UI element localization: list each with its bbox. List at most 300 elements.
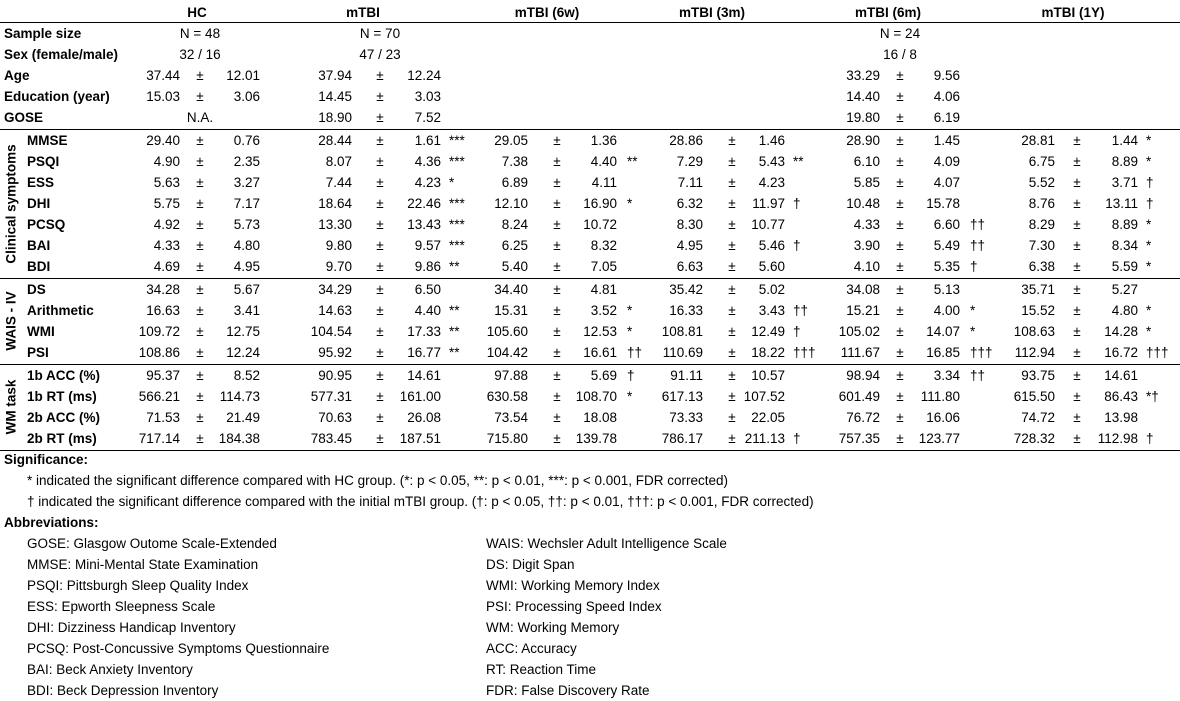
significance-marker: ** [449, 324, 460, 339]
significance-marker: * [1146, 303, 1152, 318]
demographic-row [0, 65, 1180, 86]
plus-minus-sign: ± [896, 259, 904, 274]
abbreviation-item: GOSE: Glasgow Outome Scale-Extended [27, 536, 277, 551]
mean-value: 29.05 [494, 133, 528, 148]
plus-minus-sign: ± [553, 175, 561, 190]
sd-value: 16.61 [583, 345, 617, 360]
group-label [0, 130, 22, 277]
group-label [0, 279, 22, 363]
row-label: Sample size [4, 26, 82, 41]
mean-value: 97.88 [494, 368, 528, 383]
plus-minus-sign: ± [896, 133, 904, 148]
plus-minus-sign: ± [553, 345, 561, 360]
significance-marker: * [1146, 217, 1152, 232]
sd-value: 187.51 [399, 431, 441, 446]
significance-marker: † [1146, 175, 1154, 190]
abbreviations-title: Abbreviations: [4, 515, 99, 530]
sd-value: 5.67 [233, 282, 260, 297]
sd-value: 11.97 [752, 196, 785, 211]
group-label-text: Clinical symptoms [3, 143, 19, 264]
sd-value: 9.56 [933, 68, 960, 83]
sd-value: 12.53 [583, 324, 617, 339]
sd-value: 21.49 [226, 410, 260, 425]
sd-value: 22.05 [751, 410, 785, 425]
sd-value: 14.61 [1104, 368, 1138, 383]
sd-value: 4.80 [233, 238, 260, 253]
significance-marker: * [627, 196, 633, 211]
plus-minus-sign: ± [376, 68, 384, 83]
plus-minus-sign: ± [1073, 217, 1081, 232]
significance-marker: *** [449, 133, 465, 148]
row-label: BAI [27, 238, 51, 253]
mean-value: 5.75 [153, 196, 180, 211]
mean-value: 108.86 [138, 345, 180, 360]
row-label: DHI [27, 196, 51, 211]
mean-value: 630.58 [486, 389, 528, 404]
mean-value: 98.94 [846, 368, 880, 383]
sd-value: 1.44 [1111, 133, 1138, 148]
plus-minus-sign: ± [376, 238, 384, 253]
sd-value: 0.76 [233, 133, 260, 148]
mean-value: 105.60 [486, 324, 528, 339]
abbreviation-item: WAIS: Wechsler Adult Intelligence Scale [486, 536, 727, 551]
mean-value: 15.31 [494, 303, 528, 318]
plus-minus-sign: ± [728, 324, 736, 339]
mean-value: 37.44 [146, 68, 180, 83]
sd-value: 139.78 [575, 431, 617, 446]
plus-minus-sign: ± [376, 282, 384, 297]
plus-minus-sign: ± [896, 345, 904, 360]
plus-minus-sign: ± [376, 175, 384, 190]
abbreviation-item: MMSE: Mini-Mental State Examination [27, 557, 259, 572]
mean-value: 70.63 [318, 410, 352, 425]
row-label: PSQI [27, 154, 60, 169]
mean-value: 28.81 [1021, 133, 1055, 148]
plus-minus-sign: ± [728, 133, 736, 148]
significance-marker: *** [449, 196, 465, 211]
mean-value: 34.40 [494, 282, 528, 297]
mean-value: 4.33 [153, 238, 180, 253]
row-label: Age [4, 68, 30, 83]
plus-minus-sign: ± [728, 259, 736, 274]
demographic-row [0, 44, 1180, 65]
mean-value: 6.10 [853, 154, 880, 169]
sd-value: 1.61 [414, 133, 441, 148]
sd-value: 15.78 [926, 196, 960, 211]
plus-minus-sign: ± [728, 345, 736, 360]
mean-value: 91.11 [670, 368, 703, 383]
table-row [0, 151, 1180, 172]
mean-value: 28.90 [846, 133, 880, 148]
mean-value: 29.40 [146, 133, 180, 148]
mean-value: 4.92 [153, 217, 180, 232]
header-row [0, 2, 1180, 23]
plus-minus-sign: ± [196, 345, 204, 360]
significance-marker: ** [449, 259, 460, 274]
mean-value: 14.40 [846, 89, 880, 104]
row-label: MMSE [27, 133, 68, 148]
plus-minus-sign: ± [896, 89, 904, 104]
sd-value: 10.72 [583, 217, 617, 232]
plus-minus-sign: ± [196, 68, 204, 83]
sd-value: 7.52 [414, 110, 441, 125]
plus-minus-sign: ± [728, 217, 736, 232]
sd-value: 4.95 [233, 259, 260, 274]
table-row [0, 193, 1180, 214]
table-row [0, 256, 1180, 277]
plus-minus-sign: ± [1073, 410, 1081, 425]
mean-value: 6.32 [676, 196, 703, 211]
table-row [0, 235, 1180, 256]
sd-value: 7.05 [590, 259, 617, 274]
abbreviation-item: PSI: Processing Speed Index [486, 599, 662, 614]
significance-marker: † [793, 431, 801, 446]
significance-marker: * [970, 303, 976, 318]
sd-value: 5.73 [233, 217, 260, 232]
sd-value: 1.46 [758, 133, 785, 148]
mean-value: 104.42 [486, 345, 528, 360]
mean-value: 110.69 [662, 345, 703, 360]
significance-marker: * [449, 175, 455, 190]
sd-value: 14.07 [926, 324, 960, 339]
sd-value: 8.34 [1111, 238, 1138, 253]
row-label: 1b ACC (%) [27, 368, 100, 383]
mean-value: 4.90 [153, 154, 180, 169]
significance-marker: † [970, 259, 978, 274]
mean-value: 37.94 [318, 68, 352, 83]
significance-dagger-note: † indicated the significant difference compared with the initial mTBI group. (†: p < 0.05, ††: p < 0.01, †††: p < 0.001, FDR corrected) [27, 494, 814, 509]
plus-minus-sign: ± [1073, 345, 1081, 360]
column-header: HC [187, 5, 207, 20]
abbreviation-item: WM: Working Memory [486, 620, 620, 635]
significance-marker: ††† [970, 345, 993, 360]
plus-minus-sign: ± [553, 389, 561, 404]
sd-value: 2.35 [233, 154, 260, 169]
plus-minus-sign: ± [376, 196, 384, 211]
mean-value: 109.72 [138, 324, 180, 339]
plus-minus-sign: ± [553, 282, 561, 297]
sd-value: 14.28 [1104, 324, 1138, 339]
mean-value: 16.33 [669, 303, 703, 318]
significance-marker: †† [970, 217, 986, 232]
sd-value: 5.02 [758, 282, 785, 297]
plus-minus-sign: ± [1073, 324, 1081, 339]
sd-value: 5.13 [933, 282, 960, 297]
mean-value: 8.07 [325, 154, 352, 169]
significance-marker: † [793, 196, 801, 211]
sd-value: 5.49 [933, 238, 960, 253]
mean-value: 6.89 [501, 175, 528, 190]
significance-marker: *** [449, 238, 465, 253]
plus-minus-sign: ± [553, 154, 561, 169]
table-row [0, 214, 1180, 235]
sd-value: 161.00 [399, 389, 441, 404]
significance-marker: * [1146, 259, 1152, 274]
sd-value: 4.81 [590, 282, 617, 297]
sd-value: 16.06 [926, 410, 960, 425]
sd-value: 13.98 [1104, 410, 1138, 425]
plus-minus-sign: ± [196, 133, 204, 148]
table-row [0, 342, 1180, 363]
plus-minus-sign: ± [553, 133, 561, 148]
sd-value: 123.77 [918, 431, 960, 446]
mean-value: 35.42 [669, 282, 703, 297]
sd-value: 3.34 [933, 368, 960, 383]
mean-value: 10.48 [846, 196, 880, 211]
sd-value: 5.69 [590, 368, 617, 383]
sd-value: 6.19 [933, 110, 960, 125]
mean-value: 7.30 [1028, 238, 1055, 253]
table-row [0, 300, 1180, 321]
significance-marker: ††† [793, 345, 816, 360]
mean-value: 717.14 [138, 431, 180, 446]
row-label: 2b ACC (%) [27, 410, 100, 425]
sd-value: 18.22 [751, 345, 785, 360]
significance-marker: ††† [1146, 345, 1169, 360]
summary-value: N.A. [186, 110, 214, 125]
sd-value: 184.38 [218, 431, 260, 446]
mean-value: 577.31 [310, 389, 352, 404]
plus-minus-sign: ± [728, 196, 736, 211]
plus-minus-sign: ± [896, 410, 904, 425]
plus-minus-sign: ± [553, 217, 561, 232]
row-label: Sex (female/male) [4, 47, 119, 62]
rule-line [0, 450, 1180, 451]
mean-value: 3.90 [853, 238, 880, 253]
table-row [0, 172, 1180, 193]
plus-minus-sign: ± [376, 410, 384, 425]
summary-value: 47 / 23 [359, 47, 401, 62]
plus-minus-sign: ± [196, 324, 204, 339]
mean-value: 8.29 [1028, 217, 1055, 232]
plus-minus-sign: ± [196, 389, 204, 404]
mean-value: 33.29 [846, 68, 880, 83]
sd-value: 12.24 [226, 345, 260, 360]
significance-marker: ** [449, 303, 460, 318]
plus-minus-sign: ± [1073, 368, 1081, 383]
mean-value: 19.80 [846, 110, 880, 125]
mean-value: 108.81 [661, 324, 703, 339]
sd-value: 4.09 [933, 154, 960, 169]
plus-minus-sign: ± [1073, 259, 1081, 274]
sd-value: 12.24 [407, 68, 441, 83]
plus-minus-sign: ± [896, 389, 904, 404]
mean-value: 14.63 [318, 303, 352, 318]
mean-value: 95.37 [146, 368, 180, 383]
sd-value: 9.57 [414, 238, 441, 253]
summary-value: N = 48 [179, 26, 221, 41]
mean-value: 8.24 [501, 217, 528, 232]
plus-minus-sign: ± [1073, 133, 1081, 148]
mean-value: 15.52 [1021, 303, 1055, 318]
sd-value: 4.06 [933, 89, 960, 104]
sd-value: 13.11 [1105, 196, 1138, 211]
significance-marker: ** [793, 154, 804, 169]
plus-minus-sign: ± [376, 345, 384, 360]
sd-value: 14.61 [407, 368, 441, 383]
sd-value: 211.13 [744, 431, 785, 446]
plus-minus-sign: ± [728, 389, 736, 404]
row-label: ESS [27, 175, 55, 190]
mean-value: 18.90 [318, 110, 352, 125]
row-label: 2b RT (ms) [27, 431, 97, 446]
row-label: 1b RT (ms) [27, 389, 97, 404]
mean-value: 15.03 [146, 89, 180, 104]
plus-minus-sign: ± [728, 368, 736, 383]
significance-marker: ** [627, 154, 638, 169]
column-header: mTBI (6m) [854, 5, 921, 20]
mean-value: 105.02 [838, 324, 880, 339]
plus-minus-sign: ± [553, 324, 561, 339]
row-label: PSI [27, 345, 49, 360]
plus-minus-sign: ± [728, 282, 736, 297]
group-label-text: WAIS - IV [3, 291, 19, 351]
mean-value: 6.38 [1028, 259, 1055, 274]
plus-minus-sign: ± [376, 154, 384, 169]
sd-value: 5.60 [758, 259, 785, 274]
plus-minus-sign: ± [553, 196, 561, 211]
mean-value: 5.63 [153, 175, 180, 190]
table-row [0, 279, 1180, 300]
sd-value: 4.36 [414, 154, 441, 169]
sd-value: 3.52 [590, 303, 617, 318]
sd-value: 16.77 [407, 345, 441, 360]
mean-value: 104.54 [310, 324, 352, 339]
significance-marker: † [793, 324, 801, 339]
sd-value: 5.46 [758, 238, 785, 253]
plus-minus-sign: ± [728, 175, 736, 190]
plus-minus-sign: ± [376, 259, 384, 274]
mean-value: 34.08 [846, 282, 880, 297]
mean-value: 95.92 [318, 345, 352, 360]
mean-value: 728.32 [1013, 431, 1055, 446]
mean-value: 18.64 [318, 196, 352, 211]
mean-value: 34.28 [146, 282, 180, 297]
plus-minus-sign: ± [553, 238, 561, 253]
plus-minus-sign: ± [376, 389, 384, 404]
plus-minus-sign: ± [376, 133, 384, 148]
plus-minus-sign: ± [196, 238, 204, 253]
plus-minus-sign: ± [1073, 303, 1081, 318]
mean-value: 74.72 [1021, 410, 1055, 425]
sd-value: 6.60 [933, 217, 960, 232]
mean-value: 757.35 [838, 431, 880, 446]
plus-minus-sign: ± [196, 410, 204, 425]
sd-value: 4.23 [758, 175, 785, 190]
column-header: mTBI (3m) [678, 5, 745, 20]
sd-value: 3.41 [233, 303, 260, 318]
sd-value: 86.43 [1104, 389, 1138, 404]
mean-value: 8.30 [676, 217, 703, 232]
table-row [0, 130, 1180, 151]
mean-value: 783.45 [310, 431, 352, 446]
summary-value: N = 70 [359, 26, 401, 41]
table-row [0, 321, 1180, 342]
mean-value: 108.63 [1013, 324, 1055, 339]
plus-minus-sign: ± [553, 303, 561, 318]
abbreviation-item: ESS: Epworth Sleepness Scale [27, 599, 216, 614]
mean-value: 6.25 [501, 238, 528, 253]
table-row [0, 407, 1180, 428]
sd-value: 1.45 [933, 133, 960, 148]
sd-value: 8.89 [1111, 217, 1138, 232]
sd-value: 111.80 [920, 389, 960, 404]
plus-minus-sign: ± [896, 324, 904, 339]
plus-minus-sign: ± [728, 154, 736, 169]
sd-value: 108.70 [575, 389, 617, 404]
sd-value: 7.17 [233, 196, 260, 211]
plus-minus-sign: ± [376, 324, 384, 339]
plus-minus-sign: ± [728, 431, 736, 446]
sd-value: 16.85 [926, 345, 960, 360]
mean-value: 35.71 [1021, 282, 1055, 297]
plus-minus-sign: ± [553, 431, 561, 446]
sd-value: 16.90 [583, 196, 617, 211]
mean-value: 73.33 [669, 410, 703, 425]
column-header: mTBI (6w) [514, 5, 580, 20]
demographic-row [0, 86, 1180, 107]
significance-marker: † [1146, 196, 1154, 211]
significance-star-note: * indicated the significant difference compared with HC group. (*: p < 0.05, **: p < 0.01, ***: p < 0.001, FDR corrected) [27, 473, 729, 488]
plus-minus-sign: ± [376, 303, 384, 318]
mean-value: 5.85 [853, 175, 880, 190]
table-row [0, 428, 1180, 449]
mean-value: 73.54 [494, 410, 528, 425]
sd-value: 10.77 [751, 217, 785, 232]
demographic-row [0, 107, 1180, 128]
mean-value: 786.17 [661, 431, 703, 446]
plus-minus-sign: ± [196, 175, 204, 190]
row-label: BDI [27, 259, 51, 274]
sd-value: 12.75 [226, 324, 260, 339]
significance-marker: †† [627, 345, 643, 360]
sd-value: 17.33 [407, 324, 441, 339]
summary-value: 16 / 8 [883, 47, 917, 62]
summary-value: 32 / 16 [179, 47, 221, 62]
plus-minus-sign: ± [196, 196, 204, 211]
mean-value: 6.75 [1028, 154, 1055, 169]
mean-value: 7.44 [325, 175, 352, 190]
plus-minus-sign: ± [376, 89, 384, 104]
mean-value: 5.52 [1028, 175, 1055, 190]
plus-minus-sign: ± [896, 110, 904, 125]
mean-value: 7.11 [677, 175, 703, 190]
sd-value: 3.43 [758, 303, 785, 318]
plus-minus-sign: ± [196, 431, 204, 446]
sd-value: 8.32 [590, 238, 617, 253]
plus-minus-sign: ± [728, 410, 736, 425]
mean-value: 71.53 [146, 410, 180, 425]
plus-minus-sign: ± [196, 282, 204, 297]
sd-value: 3.27 [233, 175, 260, 190]
mean-value: 615.50 [1013, 389, 1055, 404]
plus-minus-sign: ± [896, 175, 904, 190]
row-label: Arithmetic [27, 303, 94, 318]
significance-title: Significance: [4, 452, 89, 467]
abbreviation-item: BAI: Beck Anxiety Inventory [27, 662, 193, 677]
abbreviation-item: ACC: Accuracy [486, 641, 577, 656]
plus-minus-sign: ± [896, 196, 904, 211]
significance-marker: †† [970, 238, 986, 253]
mean-value: 15.21 [846, 303, 880, 318]
sd-value: 10.57 [751, 368, 785, 383]
mean-value: 566.21 [138, 389, 180, 404]
plus-minus-sign: ± [196, 154, 204, 169]
plus-minus-sign: ± [553, 368, 561, 383]
table-row [0, 386, 1180, 407]
significance-marker: * [1146, 238, 1152, 253]
mean-value: 8.76 [1028, 196, 1055, 211]
